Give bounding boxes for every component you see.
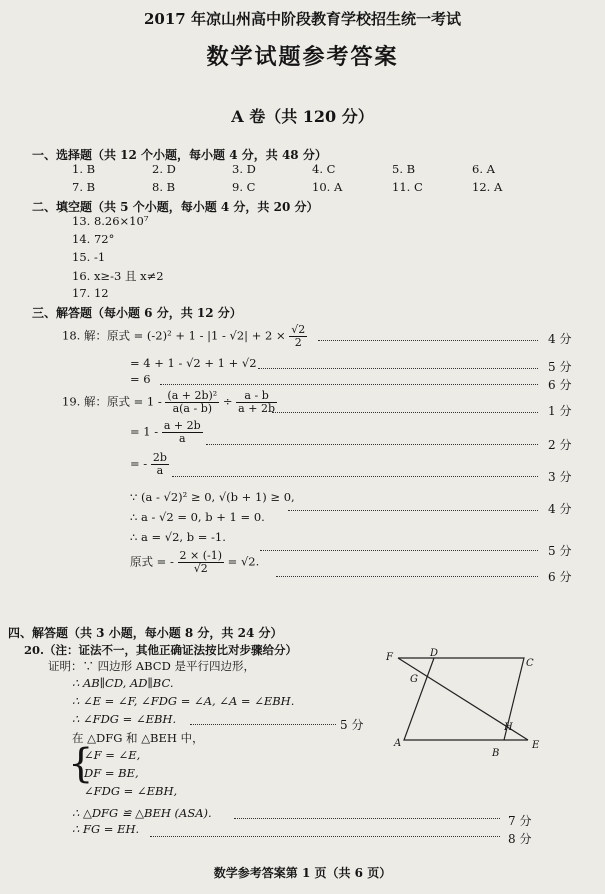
- q20-title: 20.（注：证法不一，其他正确证法按比对步骤给分）: [24, 643, 298, 657]
- fill-answer: 16. x≥-3 且 x≠2: [72, 269, 164, 283]
- q20-line7: ∴ FG = EH.: [72, 822, 140, 836]
- q19-line2: = 1 - $\frac{a + 2b}{a}$: [130, 419, 201, 445]
- answer-item: 11. C: [392, 180, 423, 194]
- score-leader: [288, 510, 538, 511]
- section2-heading: 二、填空题（共 5 个小题，每小题 4 分，共 20 分）: [32, 200, 319, 214]
- q20-line1: 证明：∵ 四边形 ABCD 是平行四边形，: [48, 659, 255, 673]
- q18-line3: = 6: [130, 372, 151, 386]
- q19-line6: ∴ a = √2, b = -1.: [130, 530, 226, 544]
- section3-heading: 三、解答题（每小题 6 分，共 12 分）: [32, 306, 242, 320]
- fill-answer: 13. 8.26×10⁷: [72, 214, 149, 228]
- score-leader: [272, 412, 538, 413]
- answer-item: 12. A: [472, 180, 503, 194]
- score: 4 分: [548, 502, 572, 516]
- score-leader: [234, 818, 500, 819]
- label-e: E: [532, 740, 540, 751]
- score: 6 分: [548, 378, 572, 392]
- answer-item: 3. D: [232, 162, 256, 176]
- exam-title: 2017 年凉山州高中阶段教育学校招生统一考试: [144, 10, 461, 28]
- q20-line3: ∴ ∠E = ∠F, ∠FDG = ∠A, ∠A = ∠EBH.: [72, 694, 295, 708]
- score: 1 分: [548, 404, 572, 418]
- q20-line2: ∴ AB∥CD, AD∥BC.: [72, 676, 174, 690]
- q20-condition1: ∠F = ∠E,: [84, 748, 141, 762]
- score: 6 分: [548, 570, 572, 584]
- q20-line5: 在 △DFG 和 △BEH 中，: [72, 731, 204, 745]
- page-footer: 数学参考答案第 1 页（共 6 页）: [213, 866, 392, 880]
- label-c: C: [526, 658, 534, 669]
- answer-item: 6. A: [472, 162, 495, 176]
- answer-item: 10. A: [312, 180, 343, 194]
- label-g: G: [410, 674, 418, 685]
- q20-line4: ∴ ∠FDG = ∠EBH.: [72, 712, 177, 726]
- q19-line1: 19. 解：原式 = 1 - $\frac{\text{(a + 2b)²}}{a(a - b)}$ ÷ $\frac{a - b}{a + 2b}$: [62, 389, 275, 415]
- score-leader: [172, 476, 538, 477]
- q18-line2: = 4 + 1 - √2 + 1 + √2: [130, 356, 257, 370]
- score: 7 分: [508, 814, 532, 828]
- score: 5 分: [548, 544, 572, 558]
- label-b: B: [492, 748, 500, 759]
- answer-item: 4. C: [312, 162, 336, 176]
- parallelogram-figure: [380, 648, 550, 764]
- score-leader: [160, 384, 538, 385]
- score: 8 分: [508, 832, 532, 846]
- q19-line5: ∴ a - √2 = 0, b + 1 = 0.: [130, 510, 265, 524]
- answer-item: 5. B: [392, 162, 416, 176]
- q20-condition2: DF = BE,: [84, 766, 139, 780]
- q20-condition3: ∠FDG = ∠EBH,: [84, 784, 178, 798]
- score: 3 分: [548, 470, 572, 484]
- document-title: 数学试题参考答案: [206, 44, 399, 70]
- answer-item: 8. B: [152, 180, 176, 194]
- q18-line1: 18. 解：原式 = (-2)² + 1 - |1 - √2| + 2 × $\frac{√2}{2}$: [62, 323, 306, 349]
- score-leader: [190, 724, 336, 725]
- score-leader: [150, 836, 500, 837]
- answer-item: 1. B: [72, 162, 96, 176]
- label-f: F: [386, 652, 393, 663]
- score: 2 分: [548, 438, 572, 452]
- score-leader: [258, 368, 538, 369]
- score: 5 分: [340, 718, 364, 732]
- fill-answer: 15. -1: [72, 250, 106, 264]
- score: 4 分: [548, 332, 572, 346]
- q19-line3: = - $\frac{2b}{a}$: [130, 451, 167, 477]
- answer-item: 7. B: [72, 180, 96, 194]
- score-leader: [206, 444, 538, 445]
- answer-item: 2. D: [152, 162, 176, 176]
- q19-line7: 原式 = - $\frac{2 \times (-1)}{√2}$ = √2.: [130, 549, 260, 575]
- label-h: H: [504, 722, 513, 733]
- label-d: D: [430, 648, 439, 659]
- volume-heading: A 卷（共 120 分）: [231, 107, 374, 126]
- system-brace: {: [68, 741, 94, 787]
- score-leader: [260, 550, 538, 551]
- q19-line4: ∵ (a - √2)² ≥ 0, √(b + 1) ≥ 0,: [130, 490, 295, 504]
- fill-answer: 14. 72°: [72, 232, 115, 246]
- label-a: A: [394, 738, 402, 749]
- section4-heading: 四、解答题（共 3 小题，每小题 8 分，共 24 分）: [8, 626, 283, 640]
- answer-item: 9. C: [232, 180, 256, 194]
- score-leader: [276, 576, 538, 577]
- section1-heading: 一、选择题（共 12 个小题，每小题 4 分，共 48 分）: [32, 148, 327, 162]
- score: 5 分: [548, 360, 572, 374]
- score-leader: [318, 340, 538, 341]
- q20-line6: ∴ △DFG ≌ △BEH (ASA).: [72, 806, 212, 820]
- fill-answer: 17. 12: [72, 286, 109, 300]
